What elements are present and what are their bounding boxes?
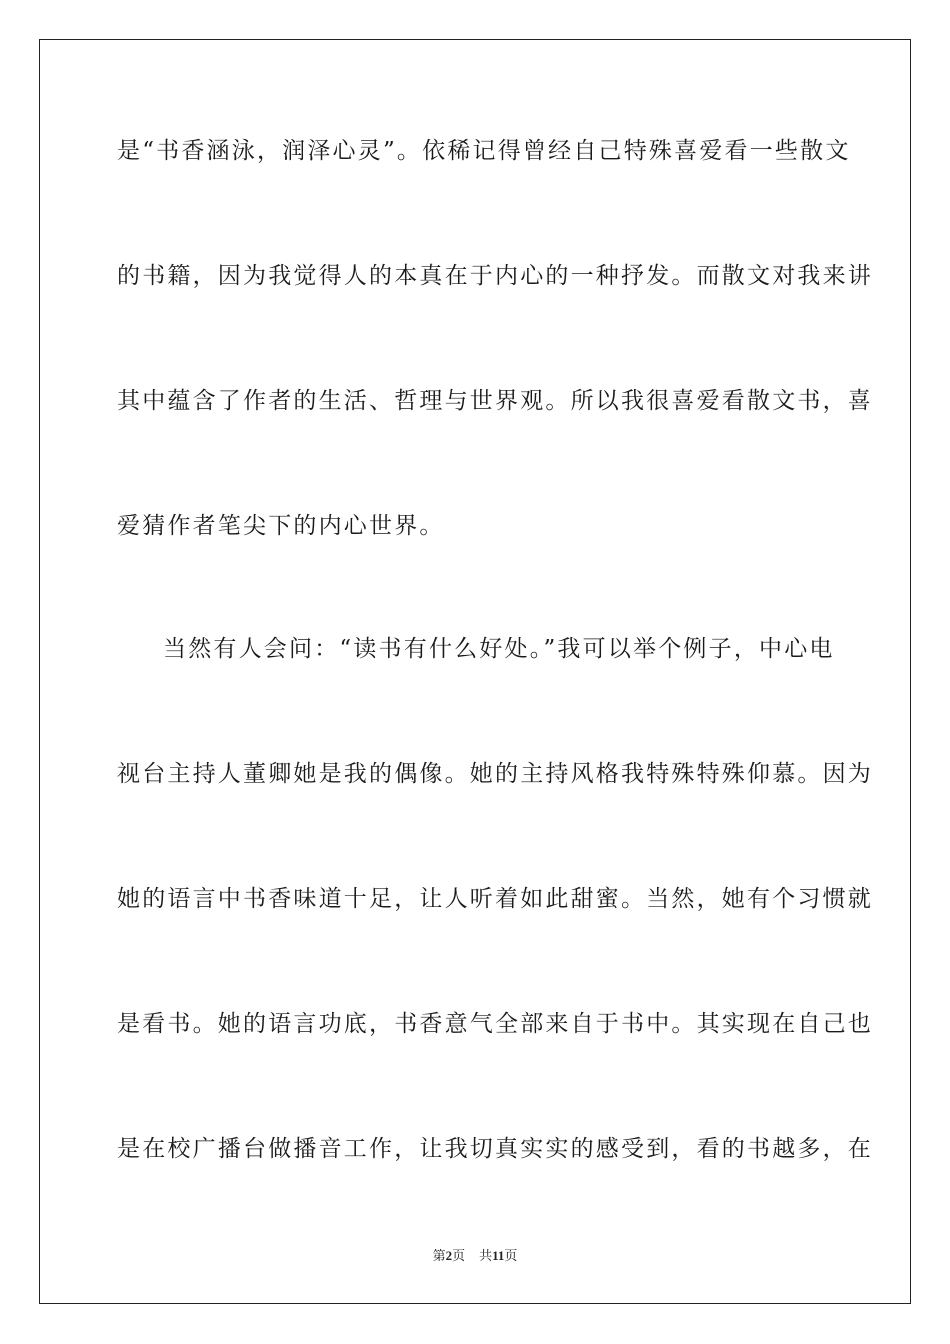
page-number: 2 bbox=[445, 1248, 453, 1263]
total-prefix: 共 bbox=[479, 1248, 493, 1263]
paragraph-line-8: 是看书。她的语言功底，书香意气全部来自于书中。其实现在自己也 bbox=[117, 1011, 873, 1037]
page-border bbox=[39, 39, 911, 1304]
paragraph-line-4: 爱猜作者笔尖下的内心世界。 bbox=[117, 513, 445, 539]
paragraph-line-5: 当然有人会问：“读书有什么好处。”我可以举个例子，中心电 bbox=[163, 636, 835, 662]
page-suffix: 页 bbox=[452, 1248, 466, 1263]
paragraph-line-9: 是在校广播台做播音工作，让我切真实实的感受到，看的书越多，在 bbox=[117, 1136, 873, 1162]
paragraph-line-1: 是“书香涵泳，润泽心灵”。依稀记得曾经自己特殊喜爱看一些散文 bbox=[117, 138, 851, 164]
total-suffix: 页 bbox=[504, 1248, 518, 1263]
paragraph-line-3: 其中蕴含了作者的生活、哲理与世界观。所以我很喜爱看散文书，喜 bbox=[117, 388, 873, 414]
total-pages: 11 bbox=[492, 1248, 505, 1263]
paragraph-line-6: 视台主持人董卿她是我的偶像。她的主持风格我特殊特殊仰慕。因为 bbox=[117, 761, 873, 787]
page-prefix: 第 bbox=[432, 1248, 446, 1263]
paragraph-line-7: 她的语言中书香味道十足，让人听着如此甜蜜。当然，她有个习惯就 bbox=[117, 886, 873, 912]
page-footer bbox=[0, 1247, 950, 1265]
paragraph-line-2: 的书籍，因为我觉得人的本真在于内心的一种抒发。而散文对我来讲 bbox=[117, 263, 873, 289]
